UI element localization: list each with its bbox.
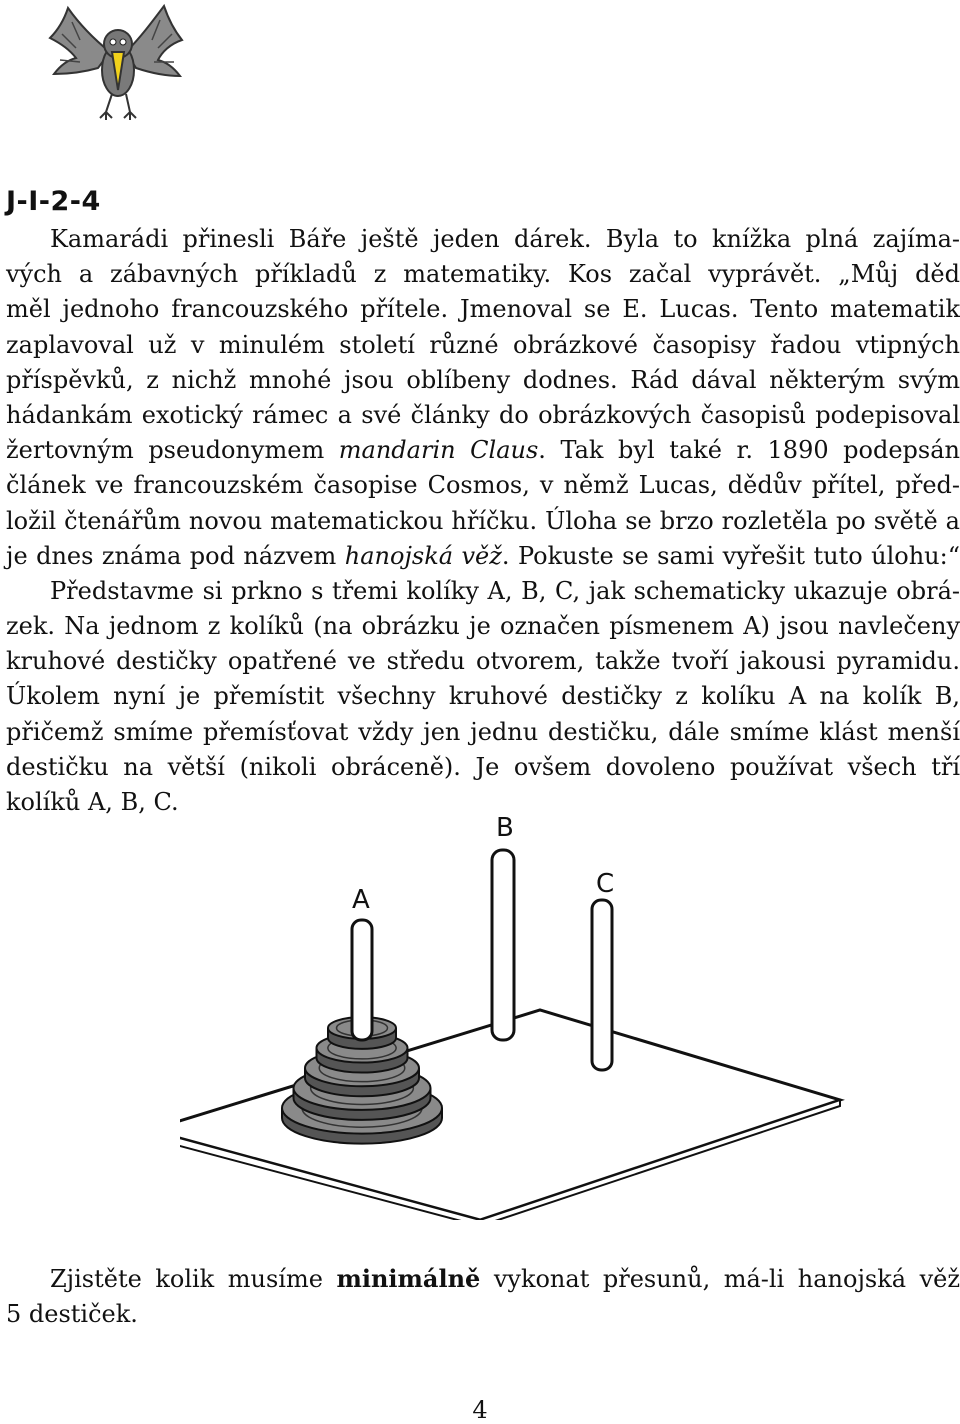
text-line: ložil čtenářům novou matematickou hříčku. Úloha se brzo rozletěla po světě a (6, 506, 960, 535)
question-line (6, 1261, 960, 1296)
peg-a (352, 920, 372, 1040)
text-segment: . Tak byl také r. 1890 podepsán (538, 436, 960, 465)
page-number: 4 (472, 1396, 488, 1424)
text-line: hádankám exotický rámec a své články do obrázkových časopisů podepisoval (6, 400, 960, 429)
text-line: vých a zábavných příkladů z matematiky. Kos začal vyprávět. „Můj děd (6, 260, 960, 289)
text-line: Kamarádi přinesli Báře ještě jeden dárek. Byla to knížka plná zajíma- (50, 225, 960, 253)
text-segment: žertovným pseudonymem (6, 436, 339, 465)
tower-of-hanoi-illustration (180, 800, 960, 1220)
question-line: 5 destiček. (6, 1300, 138, 1329)
text-line: Úkolem nyní je přemístit všechny kruhové destičky z kolíku A na kolík B, (6, 682, 960, 711)
peg-label-b: B (496, 813, 514, 843)
text-line (6, 433, 960, 468)
text-line (6, 539, 960, 574)
story-paragraph (6, 222, 960, 820)
text-line: Představme si prkno s třemi kolíky A, B, C, jak schematicky ukazuje obrá- (50, 576, 960, 605)
text-line: kruhové destičky opatřené ve středu otvorem, takže tvoří jakousi pyramidu. (6, 647, 960, 676)
text-line: příspěvků, z nichž mnohé jsou oblíbeny dodnes. Rád dával některým svým (6, 365, 960, 394)
text-line: měl jednoho francouzského přítele. Jmenoval se E. Lucas. Tento matematik (6, 295, 960, 324)
text-line: přičemž smíme přemísťovat vždy jen jednu destičku, dále smíme klást menší (6, 717, 960, 746)
peg-label-a: A (352, 885, 370, 915)
text-line: kolíků A, B, C. (6, 788, 179, 816)
text-line: destičku na větší (nikoli obráceně). Je ovšem dovoleno používat všech tří (6, 752, 960, 781)
text-line: zek. Na jednom z kolíků (na obrázku je označen písmenem A) jsou navlečeny (6, 612, 960, 641)
text-line: zaplavoval už v minulém století různé obrázkové časopisy řadou vtipných (6, 330, 960, 359)
text-segment: je dnes známa pod názvem (6, 541, 345, 570)
problem-id: J-I-2-4 (6, 186, 101, 217)
puzzle-name: hanojská věž (344, 541, 502, 570)
peg-c (592, 900, 612, 1070)
peg-label-c: C (596, 869, 615, 899)
bird-logo-icon (40, 0, 190, 130)
peg-b (492, 850, 514, 1040)
pseudonym: mandarin Claus (338, 436, 539, 465)
text-segment: Zjistěte kolik musíme (50, 1265, 337, 1293)
question (6, 1261, 960, 1331)
text-segment: vykonat přesunů, má-li hanojská věž (480, 1265, 960, 1293)
board-top (180, 1010, 840, 1220)
text-line: článek ve francouzském časopise Cosmos, v němž Lucas, dědův přítel, před- (6, 471, 960, 500)
text-segment: . Pokuste se sami vyřešit tuto úlohu:“ (501, 541, 960, 570)
emphasis: minimálně (336, 1264, 481, 1293)
